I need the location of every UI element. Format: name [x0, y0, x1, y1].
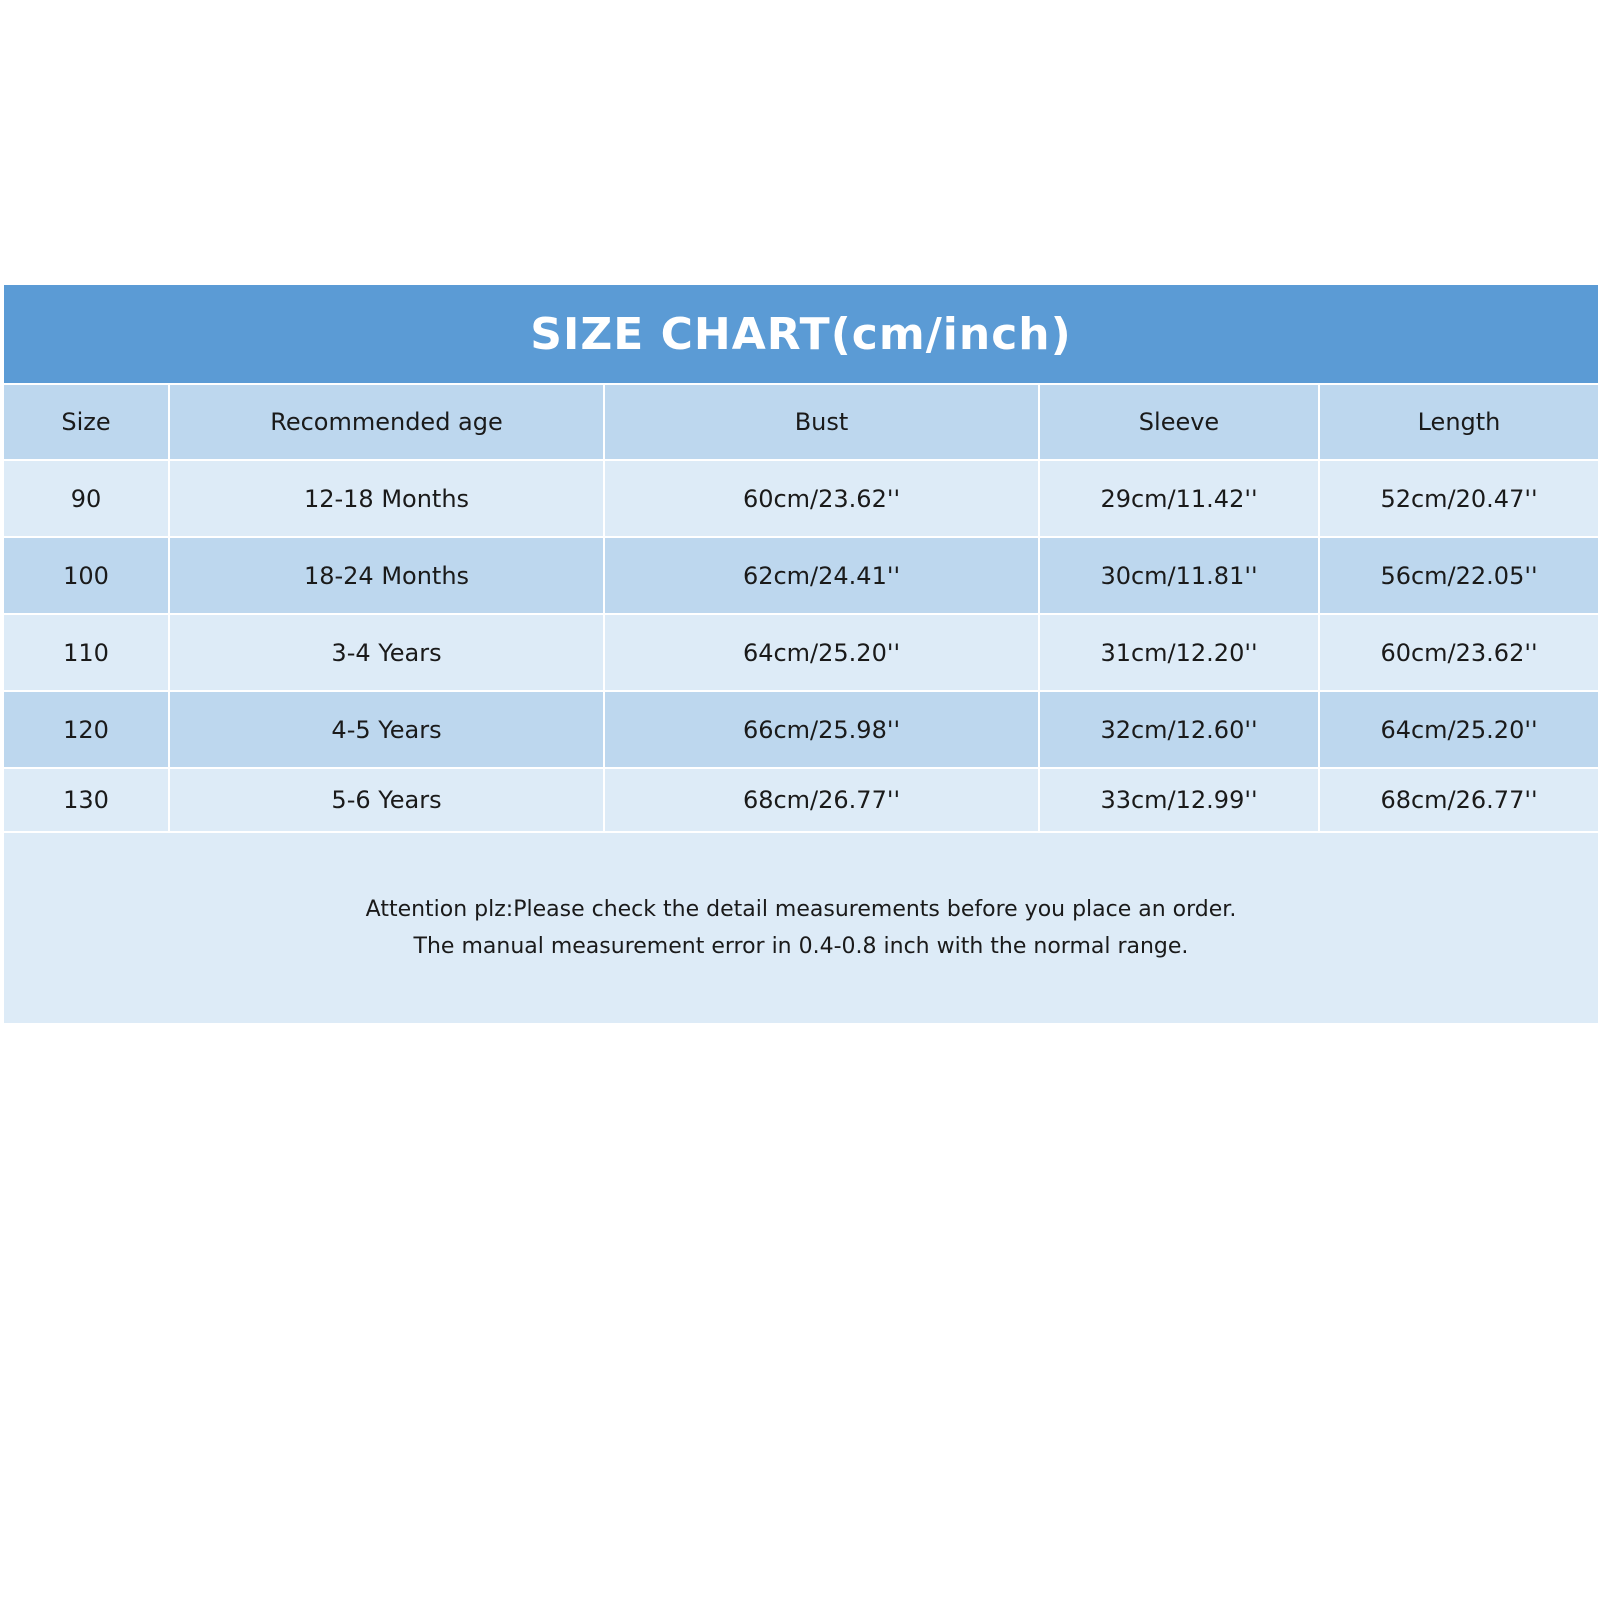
cell-bust: 68cm/26.77'' [604, 768, 1039, 832]
cell-sleeve: 30cm/11.81'' [1039, 537, 1319, 614]
cell-recommended-age: 5-6 Years [169, 768, 604, 832]
cell-length: 52cm/20.47'' [1319, 460, 1598, 537]
cell-recommended-age: 4-5 Years [169, 691, 604, 768]
header-length: Length [1319, 385, 1598, 460]
table-row [4, 460, 1598, 537]
note-line-1: Attention plz:Please check the detail measurements before you place an order. [365, 897, 1237, 922]
cell-size: 130 [4, 768, 169, 832]
chart-title: SIZE CHART(cm/inch) [530, 308, 1072, 360]
cell-sleeve: 31cm/12.20'' [1039, 614, 1319, 691]
table-row [4, 537, 1598, 614]
cell-length: 56cm/22.05'' [1319, 537, 1598, 614]
size-chart [4, 285, 1598, 1023]
cell-bust: 64cm/25.20'' [604, 614, 1039, 691]
header-bust: Bust [604, 385, 1039, 460]
cell-recommended-age: 18-24 Months [169, 537, 604, 614]
cell-bust: 62cm/24.41'' [604, 537, 1039, 614]
table-row [4, 614, 1598, 691]
cell-length: 68cm/26.77'' [1319, 768, 1598, 832]
cell-length: 64cm/25.20'' [1319, 691, 1598, 768]
table-row [4, 691, 1598, 768]
header-row [4, 385, 1598, 460]
cell-size: 90 [4, 460, 169, 537]
cell-bust: 60cm/23.62'' [604, 460, 1039, 537]
title-bar [4, 285, 1598, 383]
note-line-2: The manual measurement error in 0.4-0.8 inch with the normal range. [413, 934, 1189, 959]
cell-size: 110 [4, 614, 169, 691]
header-size: Size [4, 385, 169, 460]
cell-sleeve: 29cm/11.42'' [1039, 460, 1319, 537]
cell-sleeve: 32cm/12.60'' [1039, 691, 1319, 768]
table-row [4, 768, 1598, 832]
cell-bust: 66cm/25.98'' [604, 691, 1039, 768]
header-recommended-age: Recommended age [169, 385, 604, 460]
cell-recommended-age: 3-4 Years [169, 614, 604, 691]
cell-size: 120 [4, 691, 169, 768]
size-table [4, 385, 1598, 833]
cell-size: 100 [4, 537, 169, 614]
cell-length: 60cm/23.62'' [1319, 614, 1598, 691]
cell-recommended-age: 12-18 Months [169, 460, 604, 537]
header-sleeve: Sleeve [1039, 385, 1319, 460]
attention-note [4, 833, 1598, 1023]
cell-sleeve: 33cm/12.99'' [1039, 768, 1319, 832]
